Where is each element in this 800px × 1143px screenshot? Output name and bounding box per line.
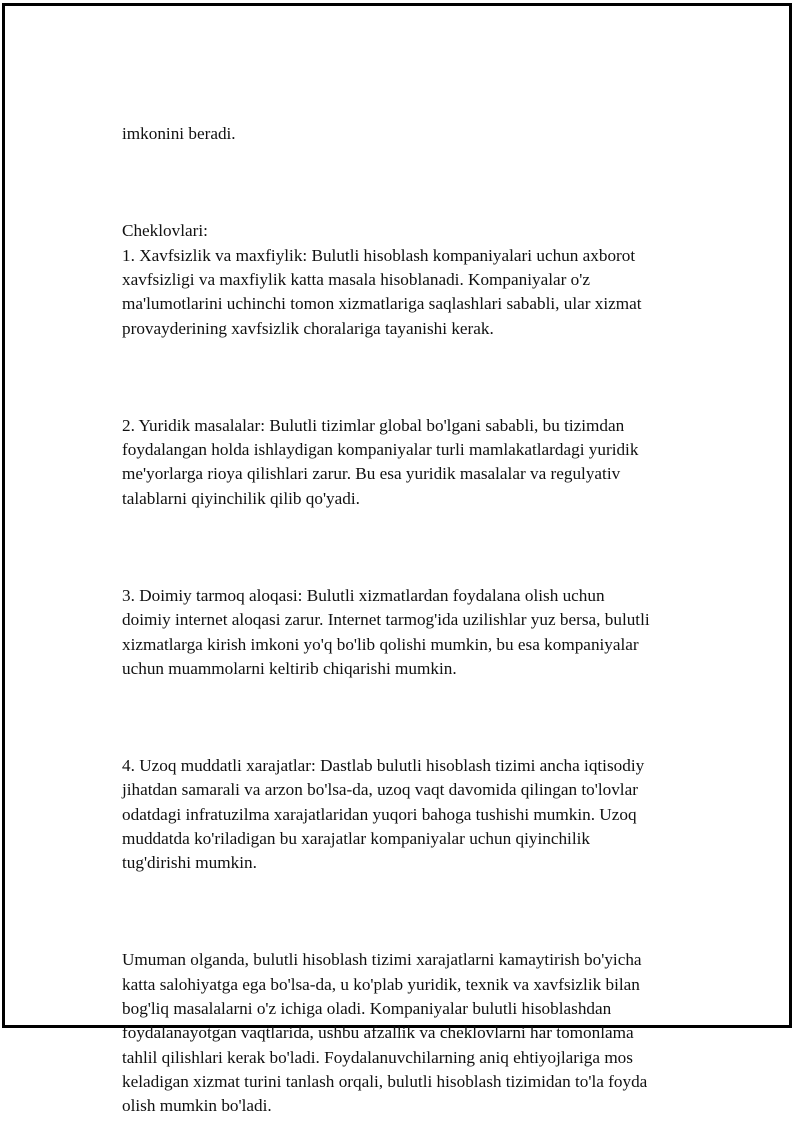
document-body — [122, 98, 697, 1143]
page-frame — [2, 3, 792, 1116]
paragraph-costs: 4. Uzoq muddatli xarajatlar: Dastlab bulutli hisoblash tizimi ancha iqtisodiy jihatdan samarali va arzon bo'lsa-da, uzoq vaqt davomida qilingan to'lovlar odatdagi infratuzilma xarajatlaridan yuqori bahoga tushishi mumkin. Uzoq muddatda ko'riladigan bu xarajatlar kompaniyalar uchun qiyinchilik tug'dirishi mumkin. — [122, 756, 645, 873]
paragraph-gap — [122, 535, 697, 559]
paragraph-gap — [122, 900, 697, 924]
paragraph-gap — [122, 365, 697, 389]
paragraph-conclusion: Umuman olganda, bulutli hisoblash tizimi xarajatlarni kamaytirish bo'yicha katta salohiyatga ega bo'lsa-da, u ko'plab yuridik, texnik va xavfsizlik bilan bog'liq masalalarni o'z ichiga oladi. Kompaniyalar bulutli hisoblashdan foydalanayotgan vaqtlarida, ushbu afzallik va cheklovlarni har tomonlama tahlil qilishlari kerak bo'ladi. Foydalanuvchilarning aniq ehtiyojlariga mos keladigan xizmat turini tanlash orqali, bulutli hisoblash tizimidan to'la foyda olish mumkin bo'ladi. — [122, 950, 648, 1116]
paragraph-security: Cheklovlari: 1. Xavfsizlik va maxfiylik: Bulutli hisoblash kompaniyalari uchun axborot xavfsizligi va maxfiylik katta masala hisoblanadi. Kompaniyalar o'z ma'lumotlarini uchinchi tomon xizmatlariga saqlashlari sababli, ular xizmat provayderining xavfsizlik choralariga tayanishi kerak. — [122, 221, 642, 338]
paragraph-gap — [122, 705, 697, 729]
paragraph-connectivity: 3. Doimiy tarmoq aloqasi: Bulutli xizmatlardan foydalana olish uchun doimiy internet aloqasi zarur. Internet tarmog'ida uzilishlar yuz bersa, bulutli xizmatlarga kirish imkoni yo'q bo'lib qolishi mumkin, bu esa kompaniyalar uchun muammolarni keltirib chiqarishi mumkin. — [122, 585, 650, 678]
paragraph-intro-fragment: imkonini beradi. — [122, 124, 236, 144]
paragraph-legal: 2. Yuridik masalalar: Bulutli tizimlar global bo'lgani sababli, bu tizimdan foydalangan holda ishlaydigan kompaniyalar turli mamlakatlardagi yuridik me'yorlarga rioya qilishlari zarur. Bu esa yuridik masalalar va regulyativ talablarni qiyinchilik qilib qo'yadi. — [122, 415, 639, 508]
paragraph-gap — [122, 171, 697, 195]
